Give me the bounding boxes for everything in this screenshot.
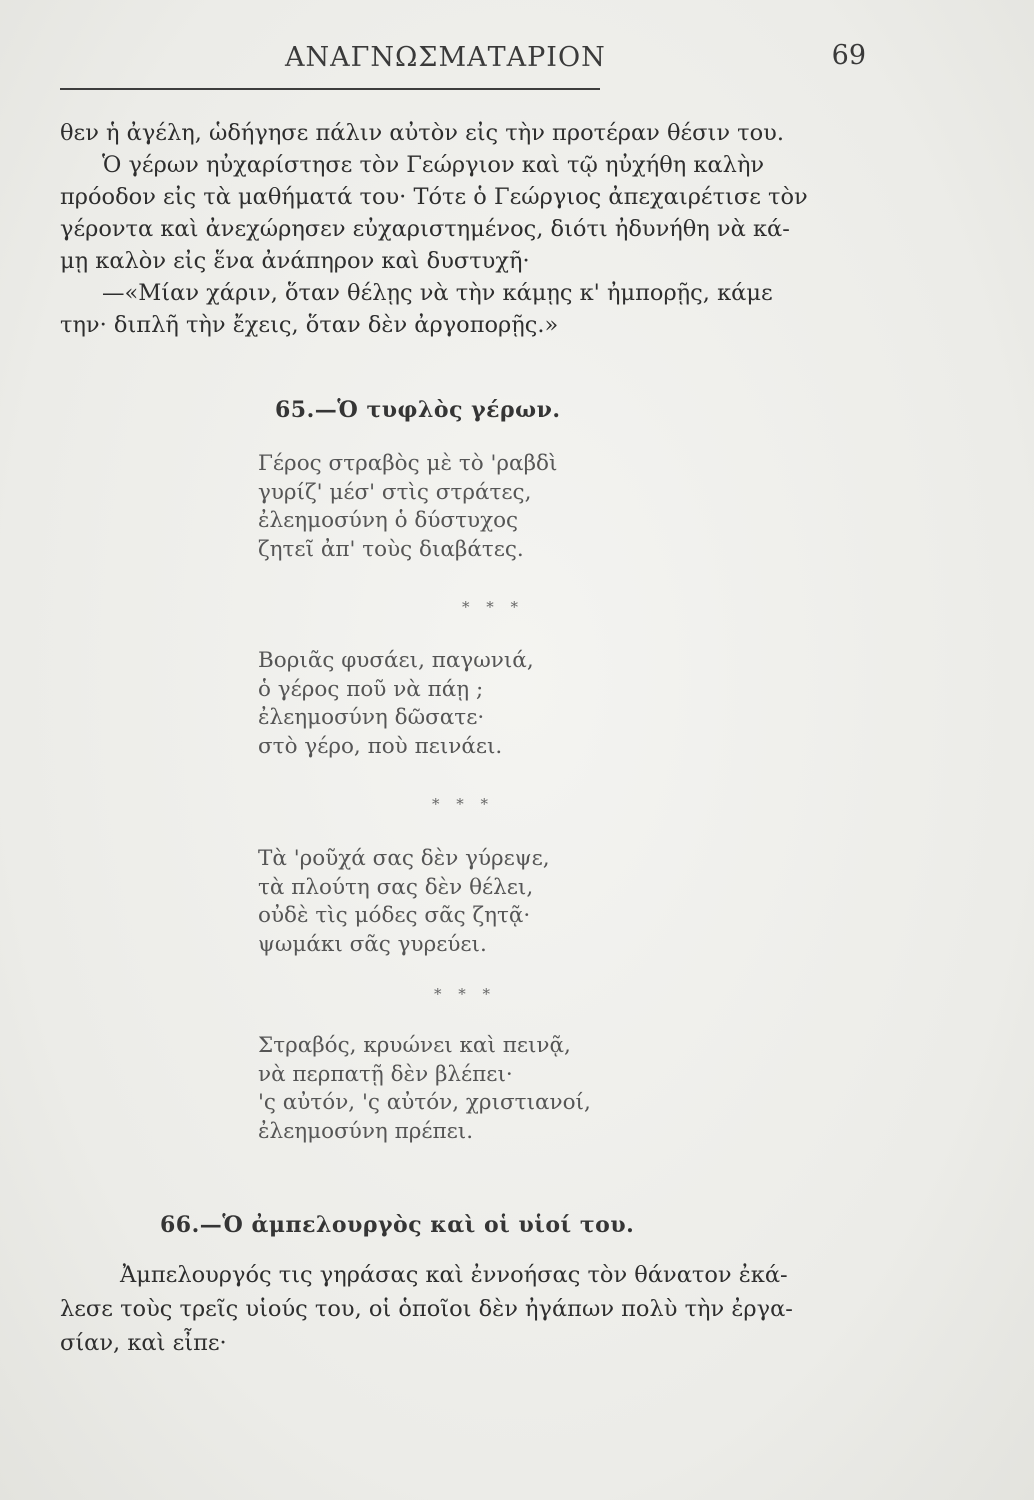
- verse-line: ἐλεημοσύνη ὁ δύστυχος: [258, 508, 519, 533]
- intro-paragraph: [60, 117, 808, 341]
- poem-stanza-4: [258, 1032, 591, 1146]
- text-line: θεν ἡ ἀγέλη, ὡδήγησε πάλιν αὐτὸν εἰς τὴν προτέραν θέσιν του.: [60, 120, 785, 146]
- verse-line: Τὰ 'ροῦχά σας δὲν γύρεψε,: [258, 846, 550, 871]
- text-line: λεσε τοὺς τρεῖς υἱούς του, οἱ ὁποῖοι δὲν ἠγάπων πολὺ τὴν ἐργα-: [60, 1296, 793, 1322]
- verse-line: τὰ πλούτη σας δὲν θέλει,: [258, 874, 534, 900]
- verse-line: ψωμάκι σᾶς γυρεύει.: [258, 931, 487, 957]
- verse-line: γυρίζ' μέσ' στὶς στράτες,: [258, 479, 532, 505]
- running-title: ΑΝΑΓΝΩΣΜΑΤΑΡΙΟΝ: [285, 42, 606, 73]
- poem-stanza-2: [258, 647, 534, 761]
- verse-line: Βοριᾶς φυσάει, παγωνιά,: [258, 648, 534, 673]
- verse-line: 'ς αὐτόν, 'ς αὐτόν, χριστιανοί,: [258, 1090, 591, 1115]
- stanza-divider: * * *: [462, 598, 525, 616]
- poem-stanza-1: [258, 450, 557, 564]
- text-line: —«Μίαν χάριν, ὅταν θέλῃς νὰ τὴν κάμῃς κ' ἠμπορῇς, κάμε: [102, 280, 773, 306]
- text-line: πρόοδον εἰς τὰ μαθήματά του· Τότε ὁ Γεώργιος ἀπεχαιρέτισε τὸν: [60, 184, 808, 210]
- verse-line: ἐλεημοσύνη πρέπει.: [258, 1118, 474, 1144]
- text-line: Ἀμπελουργός τις γηράσας καὶ ἐννοήσας τὸν θάνατον ἐκά-: [120, 1262, 788, 1288]
- text-line: Ὁ γέρων ηὐχαρίστησε τὸν Γεώργιον καὶ τῷ ηὐχήθη καλὴν: [102, 152, 765, 178]
- section-66-paragraph: [60, 1258, 793, 1360]
- verse-line: Στραβός, κρυώνει καὶ πεινᾷ,: [258, 1033, 571, 1058]
- verse-line: ζητεῖ ἀπ' τοὺς διαβάτες.: [258, 536, 524, 562]
- text-line: γέροντα καὶ ἀνεχώρησεν εὐχαριστημένος, διότι ἠδυνήθη νὰ κά-: [60, 216, 790, 242]
- section-heading-65: 65.—Ὁ τυφλὸς γέρων.: [275, 397, 561, 423]
- running-header: [60, 38, 870, 90]
- section-heading-66: 66.—Ὁ ἀμπελουργὸς καὶ οἱ υἱοί του.: [160, 1212, 635, 1238]
- verse-line: οὐδὲ τὶς μόδες σᾶς ζητᾷ·: [258, 903, 531, 928]
- text-line: σίαν, καὶ εἶπε·: [60, 1330, 227, 1356]
- verse-line: ὁ γέρος ποῦ νὰ πάῃ ;: [258, 676, 484, 702]
- stanza-divider: * * *: [434, 985, 497, 1003]
- verse-line: νὰ περπατῇ δὲν βλέπει·: [258, 1061, 513, 1087]
- text-line: την· διπλῆ τὴν ἔχεις, ὅταν δὲν ἀργοπορῇς.»: [60, 312, 559, 338]
- page-number: 69: [831, 40, 866, 71]
- poem-stanza-3: [258, 845, 550, 959]
- verse-line: ἐλεημοσύνη δῶσατε·: [258, 705, 485, 730]
- stanza-divider: * * *: [432, 795, 495, 813]
- text-line: μῃ καλὸν εἰς ἕνα ἀνάπηρον καὶ δυστυχῆ·: [60, 248, 530, 274]
- verse-line: στὸ γέρο, ποὺ πεινάει.: [258, 733, 503, 759]
- verse-line: Γέρος στραβὸς μὲ τὸ 'ραβδὶ: [258, 451, 558, 476]
- header-rule: [60, 88, 600, 90]
